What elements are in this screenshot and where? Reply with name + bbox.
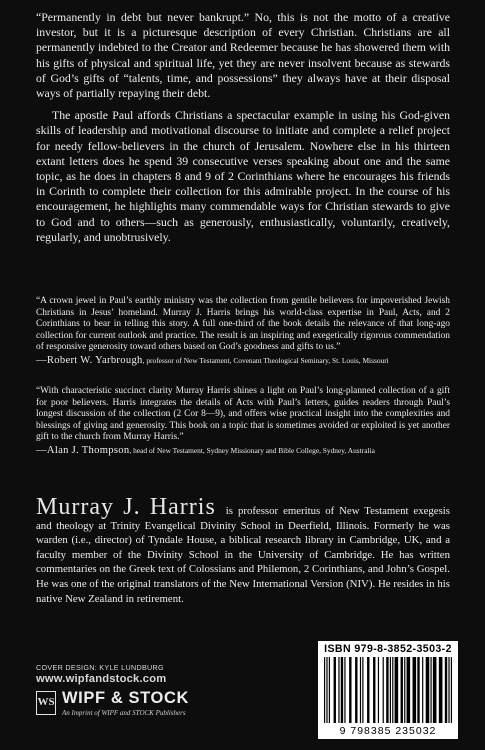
barcode-bar: [422, 657, 423, 723]
barcode-bar: [395, 657, 399, 723]
barcode-bar: [426, 657, 430, 723]
endorsement-attribution: [36, 355, 450, 368]
publisher-imprint: [36, 689, 236, 719]
endorsement-2: [36, 386, 450, 458]
barcode-bar: [378, 657, 379, 723]
barcode-bar: [334, 657, 336, 723]
endorser-title: , professor of New Testament, Covenant Theological Seminary, St. Louis, Missouri: [142, 355, 389, 365]
barcode-bar: [341, 657, 343, 723]
barcode-digits: 9 798385 235032: [339, 725, 437, 737]
barcode-bar: [329, 657, 330, 723]
barcode-bar: [362, 657, 363, 723]
isbn-label: ISBN 979-8-3852-3503-2: [324, 643, 452, 655]
barcode-bar: [326, 657, 327, 723]
barcode-bar: [360, 657, 361, 723]
barcode-bar: [367, 657, 369, 723]
barcode-bar: [407, 657, 411, 723]
description: [36, 10, 450, 245]
author-bio: [36, 494, 451, 606]
barcode-bar: [349, 657, 351, 723]
barcode-bar: [448, 657, 449, 723]
publisher-name: WIPF & STOCK: [62, 689, 189, 707]
author-bio-text: is professor emeritus of New Testament exegesis and theology at Trinity Evangelical Divinity School in Deerfield, Illinois. Formerly he was warden (i.e., director) of Tyndale House, a biblical research library in Cambridge, UK, and a faculty member of the Divinity School in the University of Cambridge. He has written commentaries on the Greek text of Colossians and Philemon, 2 Corinthians, and John’s Gospel. He was one of the original translators of the New International Version (NIV). He resides in his native New Zealand in retirement.: [36, 505, 451, 605]
description-paragraph-2: The apostle Paul affords Christians a spectacular example in using his God-given skills of leadership and motivational discourse to initiate and complete a relief project for needy fellow-believers in the church of Jerusalem. Nowhere else in his thirteen extant letters does he spend 39 consecutive verses speaking about one and the same topic, as he does in chapters 8 and 9 of 2 Corinthians where he encourages his friends in Corinth to complete their collection for this admirable project. In the course of his encouragement, he highlights many commendable ways for Christian stewards to give to God and to others—such as generously, enthusiastically, voluntarily, creatively, regularly, and unobtrusively.: [36, 108, 450, 244]
barcode-bar: [344, 657, 345, 723]
barcode-bar: [401, 657, 403, 723]
barcode-bar: [404, 657, 405, 723]
barcode-icon: [324, 657, 452, 723]
publisher-website: www.wipfandstock.com: [36, 673, 167, 685]
endorsement-quote: “A crown jewel in Paul’s earthly ministry was the collection from gentile believers for impoverished Jewish Christians in Jesus’ homeland. Murray J. Harris brings his world-class expertise in Paul, Acts, and 2 Corinthians to bear in telling this story. A full one-third of the book details the relevance of that long-ago collection for current outlook and practice. The result is an inspiring and exegetically rigorous commendation of responsive generosity toward others based on God’s goodness and gifts to us.”: [36, 296, 450, 353]
barcode-bar: [383, 657, 384, 723]
barcode-bar: [390, 657, 391, 723]
barcode-bar: [430, 657, 431, 723]
barcode-bar: [433, 657, 437, 723]
isbn-barcode: [318, 641, 458, 739]
barcode-bar: [451, 657, 452, 723]
publisher-tagline: An Imprint of WIPF and STOCK Publishers: [62, 709, 186, 717]
author-name: Murray J. Harris: [36, 494, 216, 520]
endorsement-attribution: [36, 445, 450, 458]
barcode-bar: [413, 657, 417, 723]
publisher-logo-icon: WS: [36, 691, 56, 715]
barcode-bar: [324, 657, 325, 723]
endorser-title: , head of New Testament, Sydney Missionary and Bible College, Sydney, Australia: [129, 445, 375, 455]
barcode-bar: [439, 657, 443, 723]
barcode-bar: [392, 657, 393, 723]
barcode-bar: [445, 657, 447, 723]
endorsement-quote: “With characteristic succinct clarity Murray Harris shines a light on Paul’s long-planned collection of a gift for poor believers. Harris integrates the details of Acts with Paul’s letters, guides readers through Paul’s longest discussion of the collection (2 Cor 8—9), and offers wise practical insight into the complexities and blessings of giving and generosity. This book on a topic that is sometimes avoided or exploited is yet another gift to the church from Murray Harris.”: [36, 386, 450, 443]
barcode-bar: [386, 657, 388, 723]
barcode-bar: [373, 657, 375, 723]
barcode-bar: [355, 657, 357, 723]
endorser-name: —Alan J. Thompson: [36, 444, 130, 456]
credits: [36, 663, 166, 685]
description-paragraph-1: “Permanently in debt but never bankrupt.” No, this is not the motto of a creative investor, but it is a picturesque description of every Christian. Christians are all permanently indebted to the Creator and Redeemer because he has showered them with his gifts of physical and spiritual life, yet they are never insolvent because as stewards of God’s gifts of “talents, time, and possessions” they always have at their disposal ways of partially repaying their debt.: [36, 10, 450, 101]
endorsement-1: [36, 296, 450, 368]
endorser-name: —Robert W. Yarbrough: [36, 354, 143, 366]
cover-design-credit: COVER DESIGN: KYLE LUNDBURG: [36, 663, 164, 672]
barcode-bar: [417, 657, 419, 723]
barcode-bar: [338, 657, 339, 723]
